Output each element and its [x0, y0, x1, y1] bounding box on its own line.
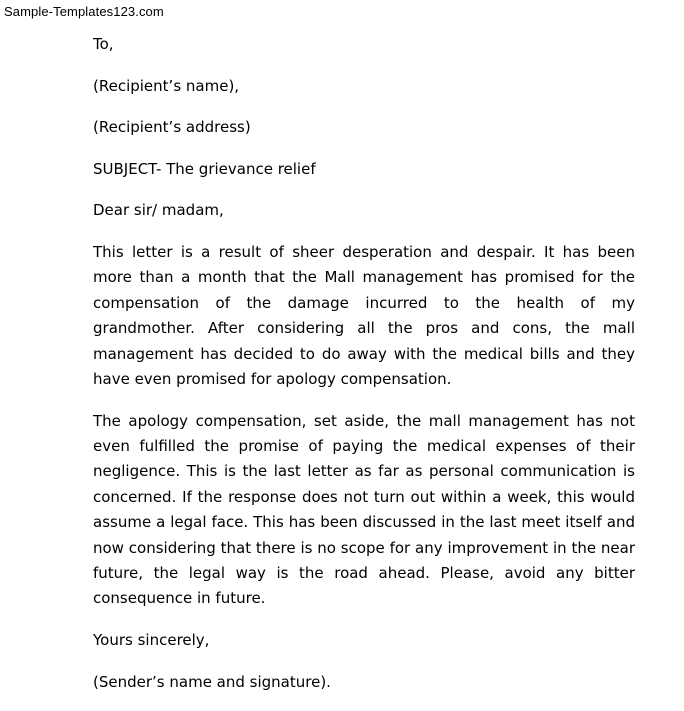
recipient-address: (Recipient’s address): [93, 118, 251, 137]
salutation-to: To,: [93, 35, 114, 53]
greeting: Dear sir/ madam,: [93, 201, 224, 220]
paragraph-2: The apology compensation, set aside, the mall management has not even fulfilled the promise of paying the medical expenses of their negligence. This is the last letter as far as personal communication is concerned. If the response does not turn out within a week, this would assume a legal face. This has been discussed in the last meet itself and now considering that there is no scope for any improvement in the near future, the legal way is the road ahead. Please, avoid any bitter consequence in future.: [93, 411, 635, 608]
signature-line: (Sender’s name and signature).: [93, 672, 331, 691]
recipient-name: (Recipient’s name),: [93, 76, 240, 95]
subject-line: SUBJECT- The grievance relief: [93, 159, 316, 178]
letter-body: [93, 32, 635, 711]
closing: Yours sincerely,: [93, 631, 210, 650]
site-watermark: Sample-Templates123.com: [4, 4, 164, 19]
paragraph-1: This letter is a result of sheer desperation and despair. It has been more than a month that the Mall management has promised for the compensation of the damage incurred to the health of my grandmother. After considering all the pros and cons, the mall management has decided to do away with the medical bills and they have even promised for apology compensation.: [93, 242, 635, 388]
